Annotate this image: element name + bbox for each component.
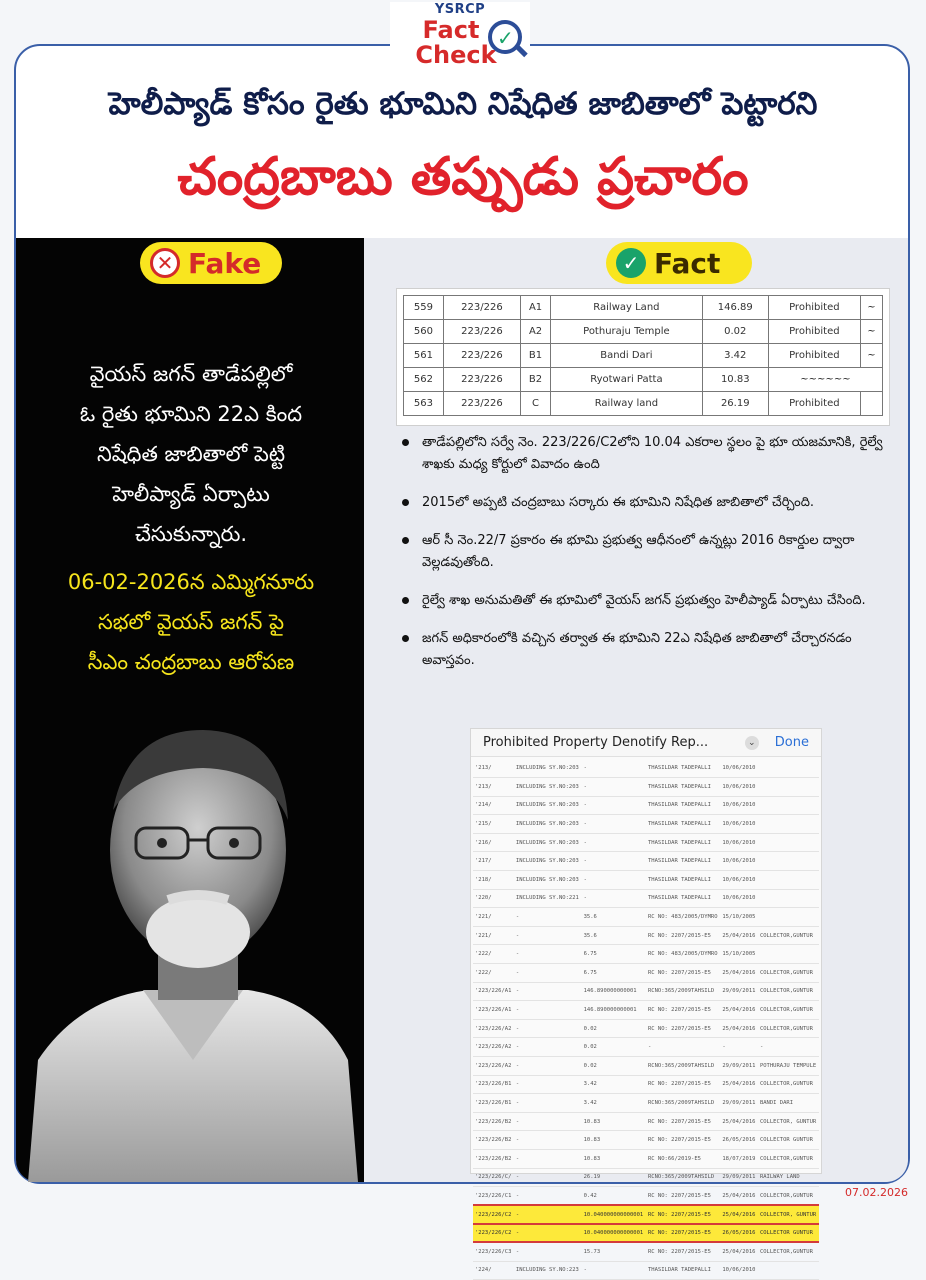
table-cell: A1 (520, 296, 550, 320)
table-cell: 25/04/2016 (720, 1075, 758, 1094)
table-row (473, 1205, 819, 1224)
post-date: 07.02.2026 (845, 1186, 908, 1199)
fact-bullet: తాడేపల్లిలోని సర్వే నెం. 223/226/C2లోని 10.04 ఎకరాల స్థలం పై భూ యజమానికి, రైల్వే శాఖకు మధ్య కోర్టులో వివాదం ఉంది (400, 432, 888, 476)
table-cell: 25/04/2016 (720, 1187, 758, 1206)
table-row (473, 1261, 819, 1280)
table-cell: 10/06/2010 (720, 833, 758, 852)
table-cell: B2 (520, 368, 550, 392)
table-cell: - (514, 1038, 582, 1057)
table-cell: 25/04/2016 (720, 1019, 758, 1038)
table-cell (758, 778, 819, 797)
table-cell: '223/226/B1 (473, 1094, 514, 1113)
table-cell: COLLECTOR,GUNTUR (758, 1001, 819, 1020)
table-cell: COLLECTOR,GUNTUR (758, 1075, 819, 1094)
table-cell: - (582, 759, 646, 778)
table-cell: Pothuraju Temple (551, 320, 703, 344)
table-row (473, 945, 819, 964)
table-cell: THASILDAR TADEPALLI (646, 852, 720, 871)
table-cell: '223/226/B2 (473, 1149, 514, 1168)
table-cell: COLLECTOR GUNTUR (758, 1131, 819, 1150)
table-row (473, 833, 819, 852)
report-title-bar (471, 729, 821, 757)
table-cell: 0.02 (582, 1019, 646, 1038)
table-cell: 25/04/2016 (720, 1205, 758, 1224)
table-row (473, 1057, 819, 1076)
table-row (404, 392, 883, 416)
table-cell: COLLECTOR, GUNTUR (758, 1112, 819, 1131)
table-cell: '223/226/B2 (473, 1112, 514, 1131)
table-cell: 6.75 (582, 945, 646, 964)
table-cell: - (514, 1075, 582, 1094)
table-cell: COLLECTOR GUNTUR (758, 1224, 819, 1243)
handwritten-note: ~ (860, 296, 882, 320)
table-cell: INCLUDING SY.NO:203 (514, 778, 582, 797)
table-cell: THASILDAR TADEPALLI (646, 1261, 720, 1280)
table-row (473, 1168, 819, 1187)
table-cell: - (514, 1187, 582, 1206)
table-row (404, 320, 883, 344)
table-cell: 10/06/2010 (720, 871, 758, 890)
table-cell: 10/06/2010 (720, 852, 758, 871)
table-cell: Prohibited (768, 296, 860, 320)
claim-line: నిషేధిత జాబితాలో పెట్టి (96, 442, 286, 466)
table-cell: THASILDAR TADEPALLI (646, 815, 720, 834)
table-cell: - (514, 1168, 582, 1187)
table-cell: 10/06/2010 (720, 778, 758, 797)
land-record-scan (396, 288, 890, 426)
table-cell: '221/ (473, 908, 514, 927)
handwritten-note: ~~~~~~ (768, 368, 882, 392)
table-row (473, 778, 819, 797)
fact-badge (606, 242, 752, 284)
table-row (473, 908, 819, 927)
table-row (473, 982, 819, 1001)
table-cell: RC NO: 2207/2015-E5 (646, 1131, 720, 1150)
table-cell: THASILDAR TADEPALLI (646, 833, 720, 852)
table-cell: 559 (404, 296, 444, 320)
table-cell: '222/ (473, 964, 514, 983)
check-circle-icon: ✓ (616, 248, 646, 278)
table-cell: Bandi Dari (551, 344, 703, 368)
fake-claim (36, 354, 346, 682)
table-cell: 6.75 (582, 964, 646, 983)
table-cell: INCLUDING SY.NO:221 (514, 889, 582, 908)
table-cell: RAILWAY LAND (758, 1168, 819, 1187)
table-cell: INCLUDING SY.NO:203 (514, 815, 582, 834)
claim-source-line: సీఎం చంద్రబాబు ఆరోపణ (87, 650, 295, 674)
table-cell: 15.73 (582, 1242, 646, 1261)
table-cell: '223/226/C/ (473, 1168, 514, 1187)
table-cell: 10/06/2010 (720, 815, 758, 834)
table-cell: COLLECTOR,GUNTUR (758, 982, 819, 1001)
report-title: Prohibited Property Denotify Rep... (483, 735, 709, 750)
table-cell: 223/226 (443, 368, 520, 392)
table-row (473, 796, 819, 815)
table-cell: INCLUDING SY.NO:203 (514, 833, 582, 852)
chevron-down-icon: ⌄ (745, 736, 759, 750)
table-cell: INCLUDING SY.NO:223 (514, 1261, 582, 1280)
land-record-table (403, 295, 883, 416)
table-cell: RC NO: 2207/2015-E5 (646, 1075, 720, 1094)
magnifier-check-icon: ✓ (488, 20, 522, 54)
table-cell: RC NO: 2207/2015-E5 (646, 926, 720, 945)
table-row (473, 1224, 819, 1243)
table-cell: RC NO: 2207/2015-E5 (646, 1001, 720, 1020)
cross-circle-icon: ✕ (150, 248, 180, 278)
table-cell: - (582, 852, 646, 871)
table-cell: INCLUDING SY.NO:203 (514, 796, 582, 815)
table-cell: 10.040000000000001 (582, 1224, 646, 1243)
table-cell: '215/ (473, 815, 514, 834)
table-cell: Railway land (551, 392, 703, 416)
table-cell: - (514, 1242, 582, 1261)
table-cell: '223/226/B1 (473, 1075, 514, 1094)
fact-bullet: ఆర్ సీ నెం.22/7 ప్రకారం ఈ భూమి ప్రభుత్వ ఆధీనంలో ఉన్నట్లు 2016 రికార్డుల ద్వారా వెల్లడవుతోంది. (400, 530, 888, 574)
table-cell: COLLECTOR,GUNTUR (758, 926, 819, 945)
table-cell: COLLECTOR, GUNTUR (758, 1205, 819, 1224)
table-cell: 0.42 (582, 1187, 646, 1206)
table-cell: 0.02 (582, 1057, 646, 1076)
table-cell: 223/226 (443, 296, 520, 320)
table-row (473, 1149, 819, 1168)
table-cell (758, 759, 819, 778)
table-cell (758, 833, 819, 852)
table-cell: 562 (404, 368, 444, 392)
table-cell: - (514, 982, 582, 1001)
table-row (473, 1187, 819, 1206)
table-row (473, 759, 819, 778)
table-cell: COLLECTOR,GUNTUR (758, 1149, 819, 1168)
claim-line: వైయస్ జగన్ తాడేపల్లిలో (89, 362, 293, 386)
table-cell: - (582, 889, 646, 908)
table-cell: - (514, 908, 582, 927)
claim-source-line: సభలో వైయస్ జగన్ పై (97, 610, 285, 634)
table-cell: - (514, 926, 582, 945)
table-cell: - (514, 1205, 582, 1224)
table-cell: '218/ (473, 871, 514, 890)
table-cell: Prohibited (768, 344, 860, 368)
table-cell: COLLECTOR,GUNTUR (758, 1242, 819, 1261)
table-cell: - (514, 1149, 582, 1168)
table-cell: 146.890000000001 (582, 982, 646, 1001)
table-cell: 146.89 (702, 296, 768, 320)
table-row (473, 871, 819, 890)
table-cell: - (514, 1094, 582, 1113)
handwritten-note: ~ (860, 320, 882, 344)
table-cell: - (514, 1057, 582, 1076)
table-cell: 146.890000000001 (582, 1001, 646, 1020)
headline-line-1: హెలీప్యాడ్ కోసం రైతు భూమిని నిషేధిత జాబితాలో పెట్టారని (108, 86, 818, 122)
table-cell: '216/ (473, 833, 514, 852)
table-cell: '221/ (473, 926, 514, 945)
table-row (473, 1038, 819, 1057)
table-cell: THASILDAR TADEPALLI (646, 796, 720, 815)
table-cell: B1 (520, 344, 550, 368)
table-cell: '223/226/C2 (473, 1205, 514, 1224)
table-cell: - (582, 1261, 646, 1280)
table-cell: A2 (520, 320, 550, 344)
table-cell: 29/09/2011 (720, 1168, 758, 1187)
table-cell: '214/ (473, 796, 514, 815)
table-cell: '213/ (473, 778, 514, 797)
table-row (404, 344, 883, 368)
table-cell: '223/226/B2 (473, 1131, 514, 1150)
table-cell: 0.02 (702, 320, 768, 344)
fact-bullet: 2015లో అప్పటి చంద్రబాబు సర్కారు ఈ భూమిని నిషేధిత జాబితాలో చేర్చింది. (400, 492, 888, 514)
claim-line: ఓ రైతు భూమిని 22ఎ కింద (79, 402, 303, 426)
table-cell: RC NO: 2207/2015-E5 (646, 1205, 720, 1224)
table-cell: - (582, 796, 646, 815)
table-cell: 25/04/2016 (720, 1112, 758, 1131)
table-cell: RC NO: 483/2005/DYMRO (646, 908, 720, 927)
table-cell: RC NO: 2207/2015-E5 (646, 1112, 720, 1131)
report-table (473, 759, 819, 1280)
table-cell: 26.19 (582, 1168, 646, 1187)
headline-line-2: చంద్రబాబు తప్పుడు ప్రచారం (177, 147, 749, 207)
table-cell: '223/226/A1 (473, 982, 514, 1001)
handwritten-note: ~ (860, 344, 882, 368)
table-cell: THASILDAR TADEPALLI (646, 759, 720, 778)
table-cell: 26/05/2016 (720, 1224, 758, 1243)
fact-bullet-list (400, 432, 888, 688)
table-row (473, 1019, 819, 1038)
table-cell: RC NO: 2207/2015-E5 (646, 1224, 720, 1243)
table-cell: 29/09/2011 (720, 1094, 758, 1113)
table-row (404, 368, 883, 392)
table-cell: 563 (404, 392, 444, 416)
logo-fact: Fact (422, 16, 480, 44)
table-cell: Prohibited (768, 392, 860, 416)
politician-portrait (18, 700, 364, 1182)
table-cell: BANDI DARI (758, 1094, 819, 1113)
table-cell: - (758, 1038, 819, 1057)
table-cell: INCLUDING SY.NO:203 (514, 759, 582, 778)
table-cell: - (514, 964, 582, 983)
table-row (473, 852, 819, 871)
table-cell (758, 889, 819, 908)
table-cell: 15/10/2005 (720, 908, 758, 927)
table-cell: RCNO:365/2009TAHSILD (646, 1168, 720, 1187)
table-cell: 10/06/2010 (720, 759, 758, 778)
fact-bullet: జగన్ అధికారంలోకి వచ్చిన తర్వాత ఈ భూమిని 22ఎ నిషేధిత జాబితాలో చేర్చారనడం అవాస్తవం. (400, 628, 888, 672)
table-cell: RC NO: 2207/2015-E5 (646, 1019, 720, 1038)
claim-source-line: 06-02-2026న ఎమ్మిగనూరు (67, 570, 315, 594)
table-cell: - (514, 1112, 582, 1131)
table-cell: - (582, 778, 646, 797)
table-cell: 10.040000000000001 (582, 1205, 646, 1224)
table-cell: 35.6 (582, 926, 646, 945)
table-cell: - (514, 1019, 582, 1038)
table-cell: 29/09/2011 (720, 982, 758, 1001)
table-cell: COLLECTOR,GUNTUR (758, 964, 819, 983)
table-cell (758, 945, 819, 964)
fake-badge-label: Fake (188, 246, 262, 280)
table-cell: - (582, 871, 646, 890)
table-cell: - (582, 833, 646, 852)
table-cell (758, 852, 819, 871)
table-cell: '223/226/C1 (473, 1187, 514, 1206)
table-cell: 3.42 (702, 344, 768, 368)
table-row (473, 926, 819, 945)
table-cell: 10/06/2010 (720, 1261, 758, 1280)
fact-check-logo (390, 2, 530, 80)
table-cell: 25/04/2016 (720, 964, 758, 983)
table-cell: 25/04/2016 (720, 1242, 758, 1261)
table-cell: 35.6 (582, 908, 646, 927)
table-cell: Railway Land (551, 296, 703, 320)
table-cell: RC NO: 2207/2015-E5 (646, 964, 720, 983)
table-row (473, 889, 819, 908)
table-cell (758, 908, 819, 927)
table-cell: 10/06/2010 (720, 796, 758, 815)
table-cell: '223/226/C3 (473, 1242, 514, 1261)
table-cell: COLLECTOR,GUNTUR (758, 1019, 819, 1038)
table-row (473, 1112, 819, 1131)
table-row (473, 1075, 819, 1094)
table-cell: 560 (404, 320, 444, 344)
table-cell: '220/ (473, 889, 514, 908)
table-cell (758, 815, 819, 834)
table-cell: POTHURAJU TEMPULE (758, 1057, 819, 1076)
table-cell: - (720, 1038, 758, 1057)
table-row (473, 1131, 819, 1150)
table-cell: 29/09/2011 (720, 1057, 758, 1076)
table-cell: 26/05/2016 (720, 1131, 758, 1150)
done-button: Done (774, 735, 809, 750)
table-cell: COLLECTOR,GUNTUR (758, 1187, 819, 1206)
table-cell: RC NO:66/2019-E5 (646, 1149, 720, 1168)
table-cell: INCLUDING SY.NO:203 (514, 852, 582, 871)
table-cell: - (514, 1001, 582, 1020)
report-screenshot (470, 728, 822, 1274)
logo-brand: YSRCP (434, 2, 486, 17)
fact-badge-label: Fact (654, 246, 721, 280)
table-cell: 223/226 (443, 344, 520, 368)
table-cell: '213/ (473, 759, 514, 778)
table-cell: RCNO:365/2009TAHSILD (646, 982, 720, 1001)
table-row (404, 296, 883, 320)
fake-badge (140, 242, 282, 284)
table-cell (758, 871, 819, 890)
claim-line: హెలీప్యాడ్ ఏర్పాటు (112, 482, 270, 506)
table-row (473, 815, 819, 834)
table-cell: 10.83 (582, 1149, 646, 1168)
table-cell: - (582, 815, 646, 834)
table-cell (758, 796, 819, 815)
table-cell: '217/ (473, 852, 514, 871)
table-cell: RCNO:365/2009TAHSILD (646, 1094, 720, 1113)
table-cell: '223/226/A2 (473, 1038, 514, 1057)
table-cell: 10.83 (702, 368, 768, 392)
table-cell: - (646, 1038, 720, 1057)
table-cell: '222/ (473, 945, 514, 964)
table-row (473, 964, 819, 983)
table-cell: 10.83 (582, 1112, 646, 1131)
table-cell: - (514, 1131, 582, 1150)
table-cell (860, 392, 882, 416)
table-cell: 25/04/2016 (720, 1001, 758, 1020)
table-cell: THASILDAR TADEPALLI (646, 778, 720, 797)
table-cell: THASILDAR TADEPALLI (646, 889, 720, 908)
fact-bullet: రైల్వే శాఖ అనుమతితో ఈ భూమిలో వైయస్ జగన్ ప్రభుత్వం హెలీప్యాడ్ ఏర్పాటు చేసింది. (400, 590, 888, 612)
table-cell: RC NO: 2207/2015-E5 (646, 1187, 720, 1206)
table-cell: RC NO: 2207/2015-E5 (646, 1242, 720, 1261)
table-cell: - (514, 945, 582, 964)
table-cell: 10/06/2010 (720, 889, 758, 908)
table-cell: 15/10/2005 (720, 945, 758, 964)
table-cell: C (520, 392, 550, 416)
table-row (473, 1242, 819, 1261)
logo-check: Check (415, 41, 497, 69)
table-cell: '223/226/A1 (473, 1001, 514, 1020)
table-row (473, 1001, 819, 1020)
table-cell: - (514, 1224, 582, 1243)
table-cell: RC NO: 483/2005/DYMRO (646, 945, 720, 964)
table-cell: 223/226 (443, 392, 520, 416)
table-cell: 0.02 (582, 1038, 646, 1057)
claim-line: చేసుకున్నారు. (134, 522, 248, 546)
table-cell: INCLUDING SY.NO:203 (514, 871, 582, 890)
table-cell: '224/ (473, 1261, 514, 1280)
table-cell: 25/04/2016 (720, 926, 758, 945)
table-cell: 561 (404, 344, 444, 368)
table-cell: RCNO:365/2009TAHSILD (646, 1057, 720, 1076)
table-cell: 18/07/2019 (720, 1149, 758, 1168)
table-cell: 26.19 (702, 392, 768, 416)
table-cell: '223/226/C2 (473, 1224, 514, 1243)
table-cell: THASILDAR TADEPALLI (646, 871, 720, 890)
table-cell: 3.42 (582, 1094, 646, 1113)
table-cell: '223/226/A2 (473, 1019, 514, 1038)
table-cell: 3.42 (582, 1075, 646, 1094)
table-cell: '223/226/A2 (473, 1057, 514, 1076)
table-cell: 10.83 (582, 1131, 646, 1150)
table-cell: Ryotwari Patta (551, 368, 703, 392)
table-cell: 223/226 (443, 320, 520, 344)
table-cell (758, 1261, 819, 1280)
table-cell: Prohibited (768, 320, 860, 344)
table-row (473, 1094, 819, 1113)
